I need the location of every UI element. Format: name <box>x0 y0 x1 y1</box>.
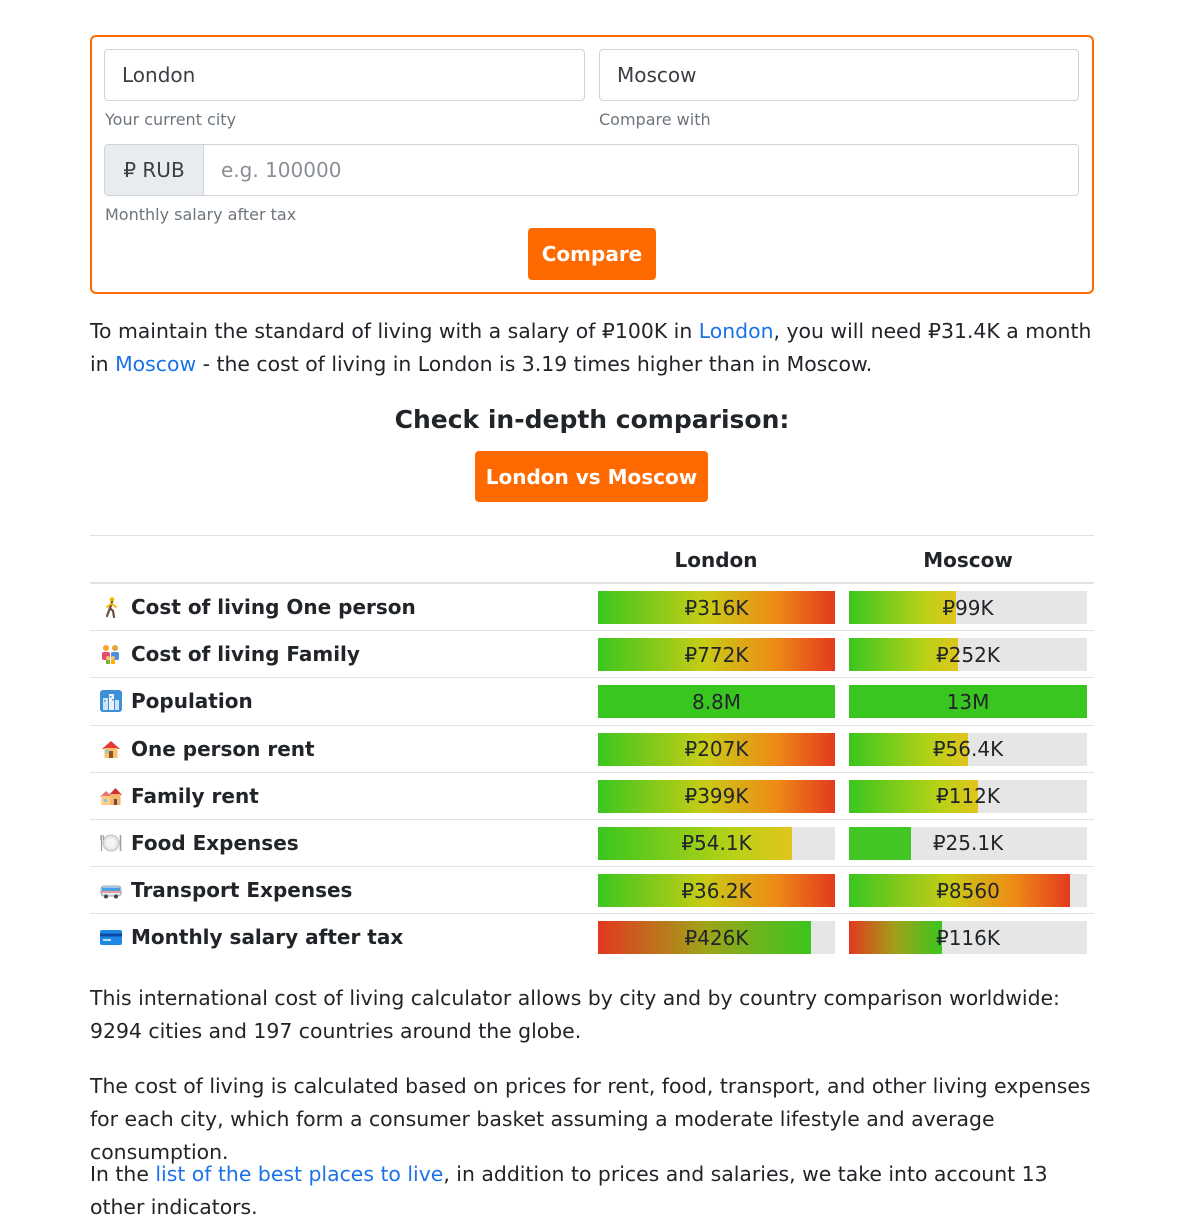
row-label-text: Family rent <box>131 783 259 808</box>
london-value: ₽316K <box>684 595 749 620</box>
london-value-bar <box>598 733 835 766</box>
row-label-text: Monthly salary after tax <box>131 925 404 950</box>
table-row <box>90 773 1094 820</box>
london-value-bar <box>598 638 835 671</box>
row-label <box>100 631 360 677</box>
salary-input-group <box>104 144 1079 196</box>
info-text-part: In the <box>90 1162 156 1186</box>
moscow-value-bar <box>849 591 1087 624</box>
row-label-text: Cost of living One person <box>131 595 416 619</box>
row-label-text: Cost of living Family <box>131 642 360 667</box>
moscow-value-bar <box>849 827 1087 860</box>
credit-card-icon <box>100 926 122 948</box>
table-row <box>90 631 1094 678</box>
row-label <box>100 867 352 913</box>
person-walking-icon <box>100 596 122 618</box>
moscow-value: ₽8560 <box>936 878 1000 903</box>
result-text-part: , you will need ₽31.4K a month in <box>90 319 1092 376</box>
london-vs-moscow-button[interactable]: London vs Moscow <box>475 451 708 502</box>
salary-help: Monthly salary after tax <box>105 205 297 224</box>
moscow-value: ₽99K <box>942 595 994 620</box>
result-text-part: - the cost of living in London is 3.19 times higher than in Moscow. <box>196 352 873 376</box>
moscow-value: ₽116K <box>935 925 1000 950</box>
london-value: ₽54.1K <box>681 831 752 856</box>
london-value: ₽207K <box>684 737 749 762</box>
row-label-text: Food Expenses <box>131 830 299 855</box>
table-row <box>90 726 1094 773</box>
row-label-text: One person rent <box>131 736 315 761</box>
table-row <box>90 584 1094 631</box>
column-header-moscow: Moscow <box>923 547 1013 572</box>
cityscape-icon <box>100 690 122 712</box>
moscow-value: ₽25.1K <box>932 831 1004 856</box>
houses-icon <box>100 785 122 807</box>
table-header <box>90 535 1094 584</box>
bus-icon <box>100 879 122 901</box>
info-paragraph-2: The cost of living is calculated based on prices for rent, food, transport, and other living expenses for each city, which form a consumer basket assuming a moderate lifestyle and average consumption. <box>90 1074 1091 1164</box>
row-label <box>100 820 299 866</box>
table-body <box>90 584 1094 962</box>
info-text-part: , in addition to prices and salaries, we take into account 13 other indicators. <box>90 1162 1048 1219</box>
result-text-part: To maintain the standard of living with a salary of ₽100K in <box>90 319 699 343</box>
row-label <box>100 584 416 630</box>
table-row <box>90 867 1094 914</box>
moscow-value: ₽112K <box>935 784 1000 809</box>
london-value: 8.8M <box>691 689 742 714</box>
table-row <box>90 820 1094 867</box>
row-label <box>100 914 403 960</box>
moscow-value: 13M <box>946 689 990 714</box>
compare-city-input[interactable]: Moscow <box>599 49 1079 101</box>
moscow-link[interactable]: Moscow <box>115 352 197 376</box>
compare-form-card <box>90 35 1094 294</box>
result-text <box>90 315 1095 381</box>
london-value-bar <box>598 921 835 954</box>
london-value-bar <box>598 827 835 860</box>
london-link[interactable]: London <box>698 319 774 343</box>
london-value: ₽426K <box>684 925 749 950</box>
row-label <box>100 773 259 819</box>
info-paragraph-1: This international cost of living calculator allows by city and by country comparison worldwide: 9294 cities and 197 countries around the globe. <box>90 986 1060 1043</box>
london-value: ₽399K <box>684 784 749 809</box>
compare-city-help: Compare with <box>599 110 711 129</box>
current-city-input[interactable]: London <box>104 49 585 101</box>
moscow-value: ₽252K <box>935 642 1000 667</box>
table-row <box>90 678 1094 725</box>
london-value-bar <box>598 874 835 907</box>
currency-addon[interactable]: ₽ RUB <box>105 145 204 195</box>
table-row <box>90 914 1094 961</box>
moscow-value-bar <box>849 874 1087 907</box>
london-value-bar <box>598 780 835 813</box>
in-depth-heading: Check in-depth comparison: <box>394 405 790 434</box>
row-label <box>100 678 253 724</box>
salary-input[interactable] <box>204 145 1078 195</box>
info-paragraph-3 <box>90 1158 1095 1224</box>
row-label-text: Transport Expenses <box>131 878 353 903</box>
moscow-value-bar <box>849 780 1087 813</box>
moscow-value-bar <box>849 638 1087 671</box>
moscow-value-bar <box>849 921 1087 954</box>
london-value-bar <box>598 685 835 718</box>
london-value-bar <box>598 591 835 624</box>
column-header-london: London <box>674 547 758 572</box>
london-value: ₽772K <box>684 642 749 667</box>
moscow-value: ₽56.4K <box>932 737 1004 762</box>
plate-icon <box>100 832 122 854</box>
row-label-text: Population <box>131 689 253 714</box>
comparison-table <box>90 535 1094 962</box>
moscow-value-bar <box>849 685 1087 718</box>
london-value: ₽36.2K <box>681 878 752 903</box>
house-icon <box>100 738 122 760</box>
moscow-value-bar <box>849 733 1087 766</box>
current-city-help: Your current city <box>105 110 237 129</box>
best-places-link[interactable]: list of the best places to live <box>155 1162 444 1186</box>
row-label <box>100 726 315 772</box>
compare-button[interactable]: Compare <box>528 228 656 280</box>
family-icon <box>100 643 122 665</box>
